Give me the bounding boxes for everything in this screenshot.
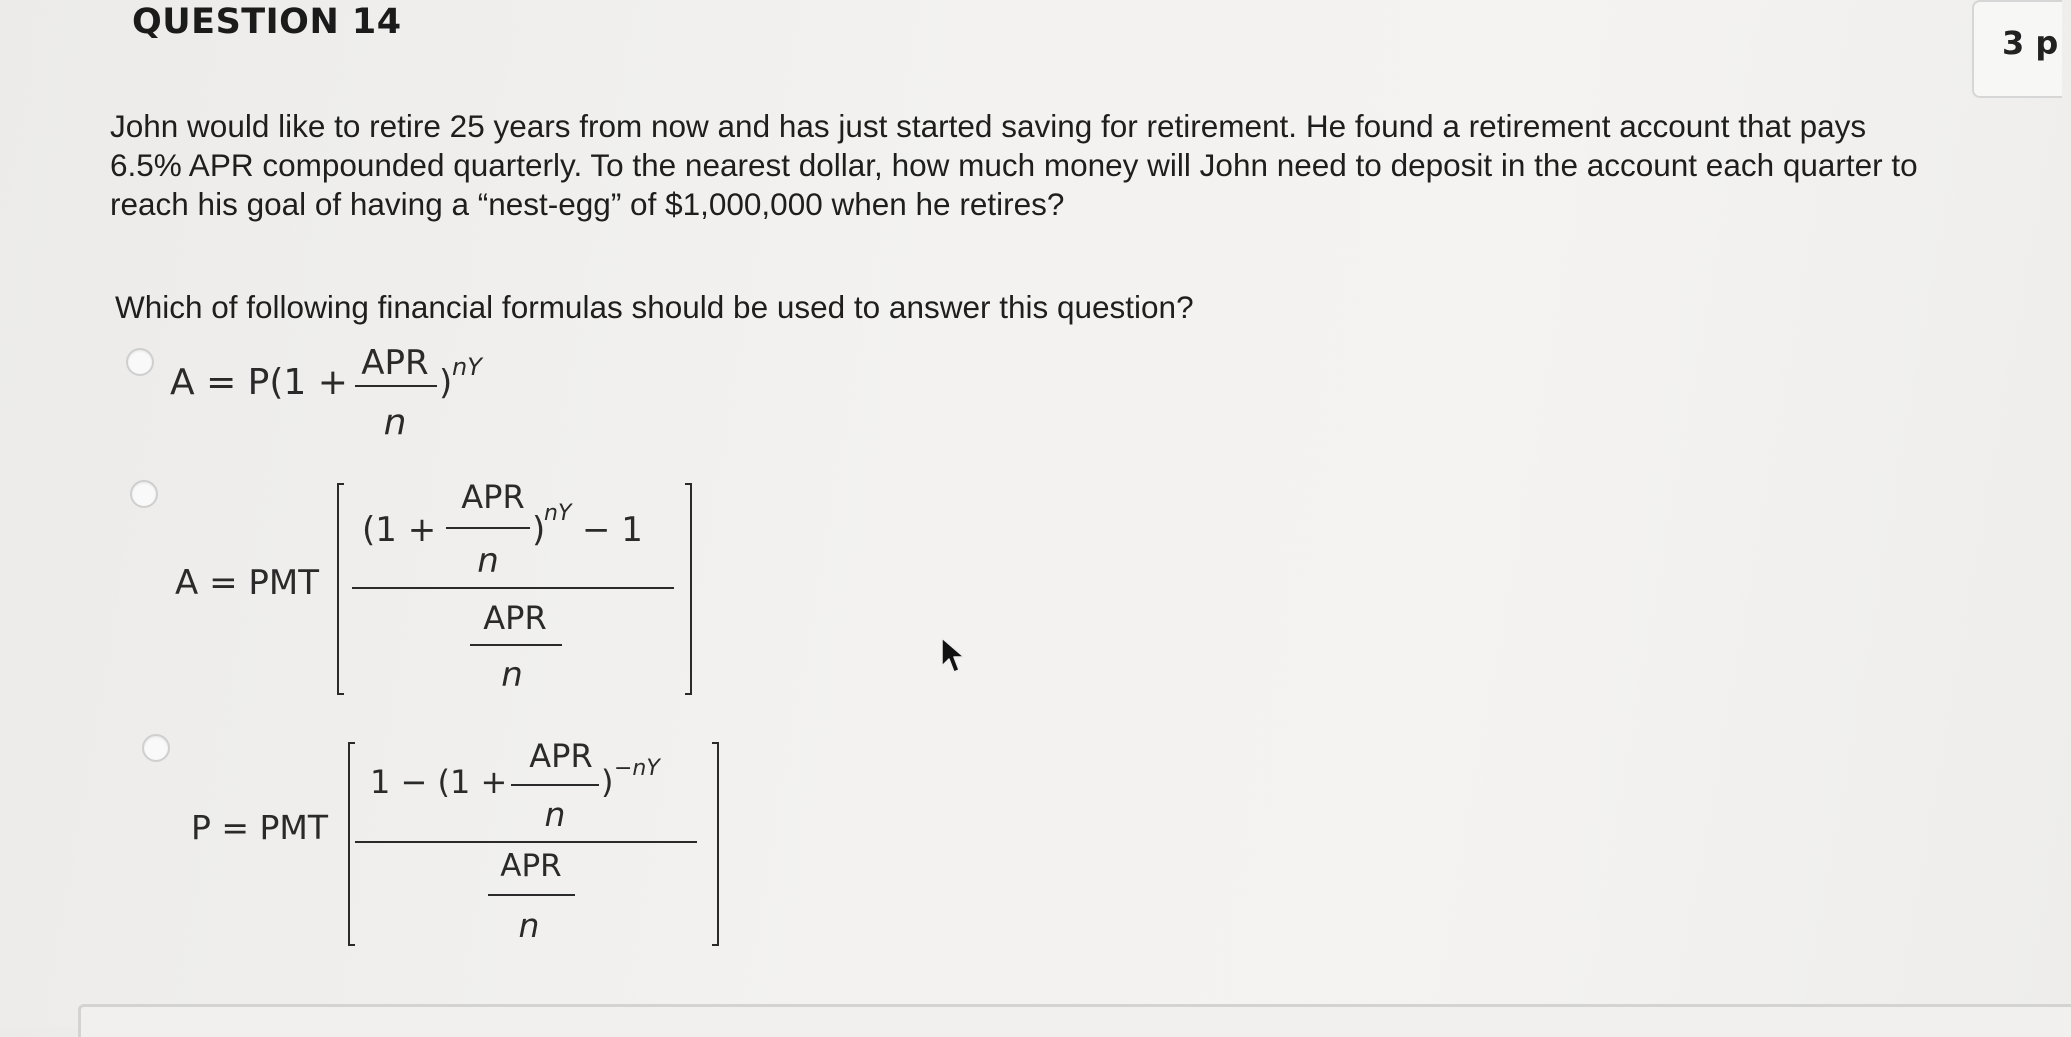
option-3-left-bracket [349,743,355,945]
option-2-num-suffix: − 1 [582,510,643,550]
option-3-formula[interactable] [185,730,725,975]
option-2-num-frac-den: n [477,541,499,581]
option-1-frac-num: APR [361,343,429,383]
option-3-den-den: n [518,906,540,945]
next-question-panel-edge [78,1004,2071,1037]
mouse-cursor-icon [940,636,970,683]
option-2-num-close: ) [532,510,546,550]
option-2-formula[interactable] [170,470,710,715]
option-1-lhs: A = P(1 + [170,362,348,403]
option-3-num-frac-den: n [544,795,566,834]
question-instruction: Which of following financial formulas should be used to answer this question? [115,289,1194,325]
option-2-radio[interactable] [130,480,158,508]
option-3-right-bracket [712,743,718,945]
question-title: QUESTION 14 [132,2,402,42]
option-3-radio[interactable] [142,734,170,762]
option-3-num-prefix: 1 − (1 + [370,763,508,801]
option-3-lhs: P = PMT [191,808,329,847]
option-3-num-exponent: −nY [614,756,660,781]
option-2-right-bracket [685,484,691,694]
option-1-frac-den: n [383,402,407,443]
points-badge [1972,0,2062,98]
option-2-num-prefix: (1 + [362,510,437,550]
option-1-radio[interactable] [126,348,154,376]
option-1-exponent: nY [452,353,482,381]
option-2-num-exponent: nY [544,501,572,526]
question-body: John would like to retire 25 years from now and has just started saving for retirement. He found a retirement account that pays 6.5% APR compounded quarterly. To the nearest dollar, how much money will John need to deposit in the account each quarter to reach his goal of having a “nest-egg” of $1,000,000 when he retires? [110,108,1918,222]
option-3-num-frac-num: APR [529,737,593,775]
option-3-den-num: APR [500,848,562,884]
option-2-num-frac-num: APR [461,478,525,516]
option-2-den-den: n [501,655,523,695]
option-3-num-close: ) [601,763,614,801]
option-1-formula[interactable] [160,330,540,465]
option-2-den-num: APR [483,599,547,637]
option-2-left-bracket [338,484,344,694]
option-2-lhs: A = PMT [175,563,319,603]
points-label: 3 p [2002,24,2059,62]
option-1-close-paren: ) [439,363,453,403]
